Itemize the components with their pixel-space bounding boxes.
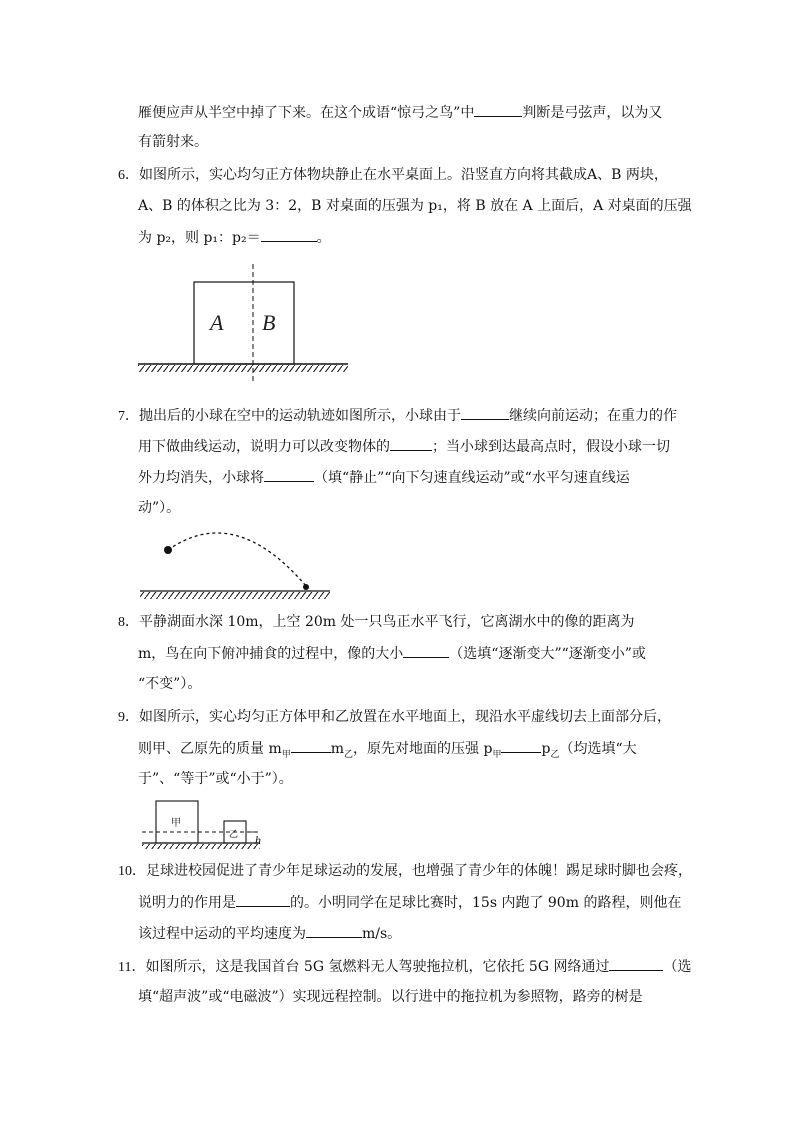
answer-blank[interactable] [291,738,331,753]
question-number: 11． [118,960,146,975]
ball-start [164,546,172,554]
answer-blank[interactable] [609,956,663,971]
q11-line2: 填“超声波”或“电磁波”）实现远程控制。以行进中的拖拉机为参照物，路旁的树是 [138,989,643,1005]
question-number: 6． [118,168,139,183]
q6-line2: A、B 的体积之比为 3：2，B 对桌面的压强为 p₁，将 B 放在 A 上面后，A 对桌面的压强 [138,198,692,214]
q9-line1: 9．如图所示，实心均匀正方体甲和乙放置在水平地面上，现沿水平虚线切去上面部分后， [118,709,671,725]
question-number: 10． [118,864,146,879]
answer-blank[interactable] [501,738,541,753]
q9-line3: 于”、“等于”或“小于”）。 [138,771,293,787]
q7-line1: 7．抛出后的小球在空中的运动轨迹如图所示，小球由于 继续向前运动；在重力的作 [118,405,677,427]
answer-blank[interactable] [461,405,509,420]
question-number: 9． [118,710,139,725]
answer-blank[interactable] [236,892,290,907]
ground-hatch [142,844,260,849]
answer-blank[interactable] [474,102,522,117]
q6-figure-cube [138,262,348,387]
question-number: 7． [118,409,139,424]
label-jia: 甲 [171,818,181,829]
label-h: h [255,833,261,847]
block-a-label: A [210,310,224,335]
q6-line1: 6．如图所示，实心均匀正方体物块静止在水平桌面上。沿竖直方向将其截成A、B 两块， [118,167,668,183]
answer-blank[interactable] [261,227,317,242]
q7-line2: 用下做曲线运动，说明力可以改变物体的 ；当小球到达最高点时，假设小球一切 [138,436,670,457]
block-b-label: B [262,310,276,335]
label-yi: 乙 [229,830,239,840]
table-hatch [138,365,348,372]
q5-line1: 雁便应声从半空中掉了下来。在这个成语“惊弓之鸟”中 判断是弓弦声，以为又 [138,102,662,123]
q9-figure-cubes [142,798,272,848]
q5-line2: 有箭射来。 [138,134,208,150]
question-number: 8． [118,615,139,630]
q8-line3: “不变”）。 [138,676,202,692]
q10-line2: 说明力的作用是 的。小明同学在足球比赛时，15s 内跑了 90m 的路程，则他在 [138,892,681,913]
q10-line3: 该过程中运动的平均速度为 m/s。 [138,923,401,944]
q6-line3: 为 p₂，则 p₁：p₂＝ 。 [138,227,331,248]
q9-line2: 则甲、乙原先的质量 $m_甲$ $m_乙$，原先对地面的压强 $p_甲$ $p_乙$（均选填“大 [138,738,637,765]
ground-hatch [140,592,330,599]
q7-line4: 动”）。 [138,500,181,516]
q7-line3: 外力均消失，小球将 （填“静止”“向下匀速直线运动”或“水平匀速直线运 [138,467,630,488]
cube-block [194,282,294,364]
q8-line1: 8．平静湖面水深 10m，上空 20m 处一只鸟正水平飞行，它离湖水中的像的距离为 [118,614,635,630]
answer-blank[interactable] [306,923,362,938]
q7-figure-trajectory [140,525,330,605]
q11-line1: 11．如图所示，这是我国首台 5G 氢燃料无人驾驶拖拉机，它依托 5G 网络通过 （选 [118,956,691,978]
trajectory-path [168,533,306,586]
ball-end [303,584,309,590]
answer-blank[interactable] [390,436,432,451]
answer-blank[interactable] [264,467,314,482]
q8-line2: m，鸟在向下俯冲捕食的过程中，像的大小 （选填“逐渐变大”“逐渐变小”或 [138,643,646,664]
q10-line1: 10．足球进校园促进了青少年足球运动的发展，也增强了青少年的体魄！踢足球时脚也会疼， [118,863,692,879]
answer-blank[interactable] [403,643,449,658]
